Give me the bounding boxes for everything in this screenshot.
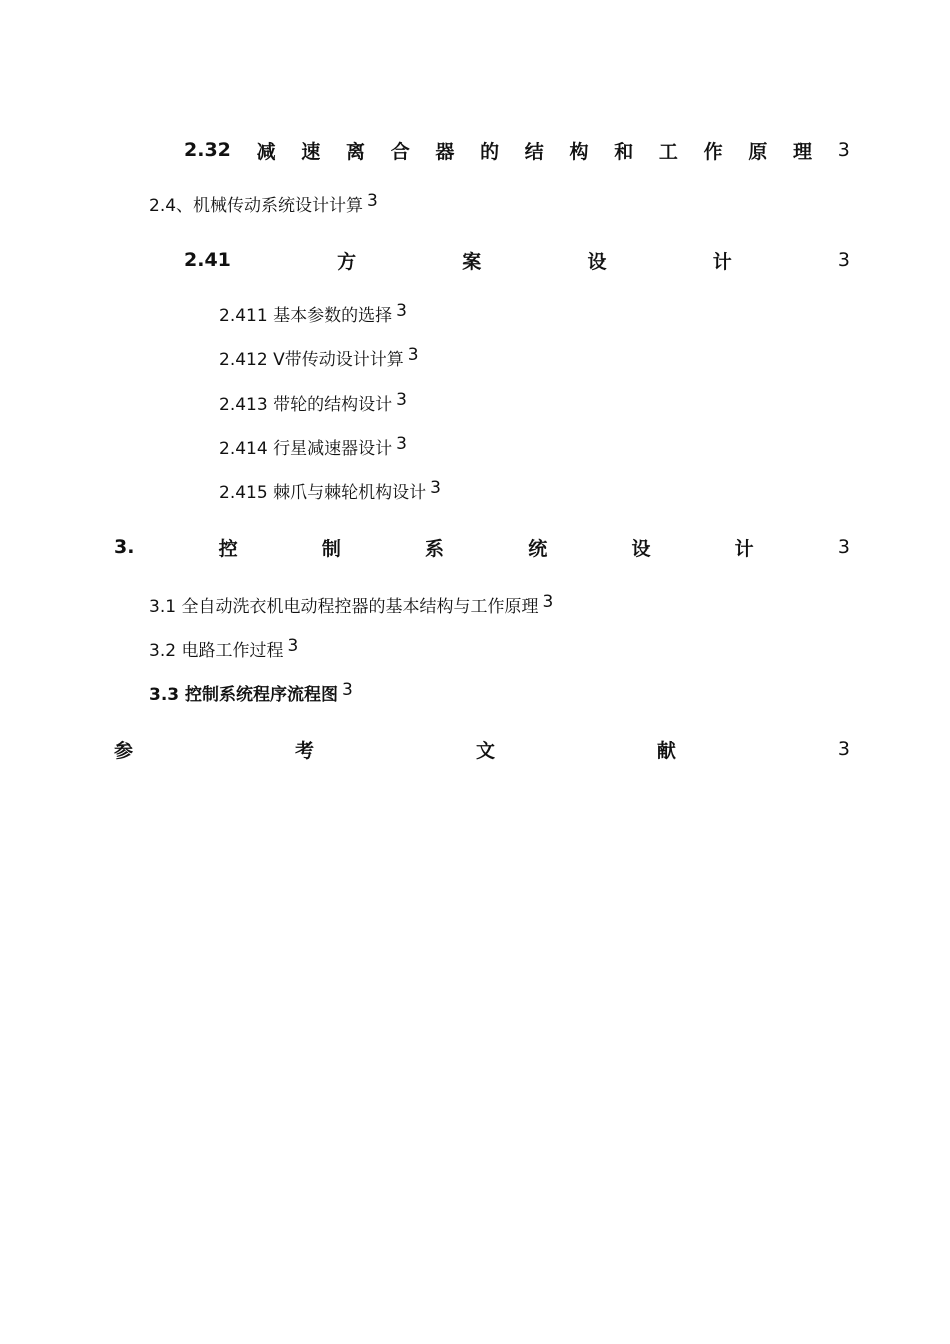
toc-page-number: 3 xyxy=(396,433,407,454)
toc-entry-2-32[interactable] xyxy=(184,136,850,164)
toc-entry-2-415[interactable] xyxy=(219,478,445,502)
toc-char: 合 xyxy=(390,140,410,163)
toc-char: 器 xyxy=(435,140,455,163)
toc-number: 2.41 xyxy=(184,249,231,271)
toc-char: 系 xyxy=(425,537,445,560)
toc-char: 作 xyxy=(703,140,723,163)
toc-page-number: 3 xyxy=(837,536,850,558)
toc-char: 结 xyxy=(524,140,544,163)
toc-title: 2.4、机械传动系统设计计算 xyxy=(149,195,364,216)
toc-char: 方 xyxy=(337,250,357,273)
toc-char: 统 xyxy=(528,537,548,560)
toc-page-number: 3 xyxy=(407,344,419,365)
toc-entry-3-1[interactable] xyxy=(149,592,557,616)
toc-page-number: 3 xyxy=(837,249,850,271)
toc-char: 案 xyxy=(462,250,482,273)
toc-char: 参 xyxy=(114,739,134,762)
toc-char: 和 xyxy=(614,140,634,163)
toc-entry-2-4[interactable] xyxy=(149,191,382,215)
toc-page-number: 3 xyxy=(542,591,554,612)
toc-title: 2.415 棘爪与棘轮机构设计 xyxy=(219,482,427,503)
toc-char: 考 xyxy=(294,739,314,762)
toc-entry-3[interactable] xyxy=(114,533,850,561)
toc-title: 2.411 基本参数的选择 xyxy=(219,305,393,326)
toc-title: 3.2 电路工作过程 xyxy=(149,640,284,661)
toc-entry-2-413[interactable] xyxy=(219,390,411,414)
toc-char: 文 xyxy=(475,739,495,762)
toc-page-number: 3 xyxy=(342,679,353,700)
toc-page-number: 3 xyxy=(367,190,378,211)
toc-page-number: 3 xyxy=(396,389,407,410)
toc-page-number: 3 xyxy=(430,477,441,498)
toc-entry-3-2[interactable] xyxy=(149,636,302,660)
toc-number: 2.32 xyxy=(184,139,231,161)
toc-char: 控 xyxy=(218,537,238,560)
toc-char: 计 xyxy=(734,537,754,560)
toc-char: 献 xyxy=(656,739,676,762)
toc-title: 3.3 控制系统程序流程图 xyxy=(149,684,339,705)
toc-char: 减 xyxy=(256,140,276,163)
toc-entry-2-412[interactable] xyxy=(219,345,423,369)
toc-char: 工 xyxy=(658,140,678,163)
toc-page-number: 3 xyxy=(837,139,850,161)
toc-entry-2-411[interactable] xyxy=(219,301,411,325)
toc-char: 的 xyxy=(480,140,500,163)
toc-number: 3. xyxy=(114,536,135,558)
toc-char: 计 xyxy=(712,250,732,273)
toc-char: 制 xyxy=(321,537,341,560)
toc-entry-3-3[interactable] xyxy=(149,680,357,704)
toc-title: 3.1 全自动洗衣机电动程控器的基本结构与工作原理 xyxy=(149,596,539,617)
toc-char: 构 xyxy=(569,140,589,163)
toc-page-number: 3 xyxy=(837,738,850,760)
toc-char: 设 xyxy=(631,537,651,560)
toc-char: 速 xyxy=(301,140,321,163)
toc-entry-2-414[interactable] xyxy=(219,434,411,458)
toc-char: 设 xyxy=(587,250,607,273)
toc-title: 2.414 行星减速器设计 xyxy=(219,438,393,459)
toc-char: 原 xyxy=(748,140,768,163)
toc-title: 2.413 带轮的结构设计 xyxy=(219,394,393,415)
toc-title: 2.412 V带传动设计计算 xyxy=(219,349,404,370)
toc-entry-references[interactable] xyxy=(114,735,850,763)
toc-entry-2-41[interactable] xyxy=(184,246,850,274)
toc-page-number: 3 xyxy=(287,635,299,656)
toc-char: 理 xyxy=(793,140,813,163)
toc-page-number: 3 xyxy=(396,300,407,321)
toc-char: 离 xyxy=(345,140,365,163)
